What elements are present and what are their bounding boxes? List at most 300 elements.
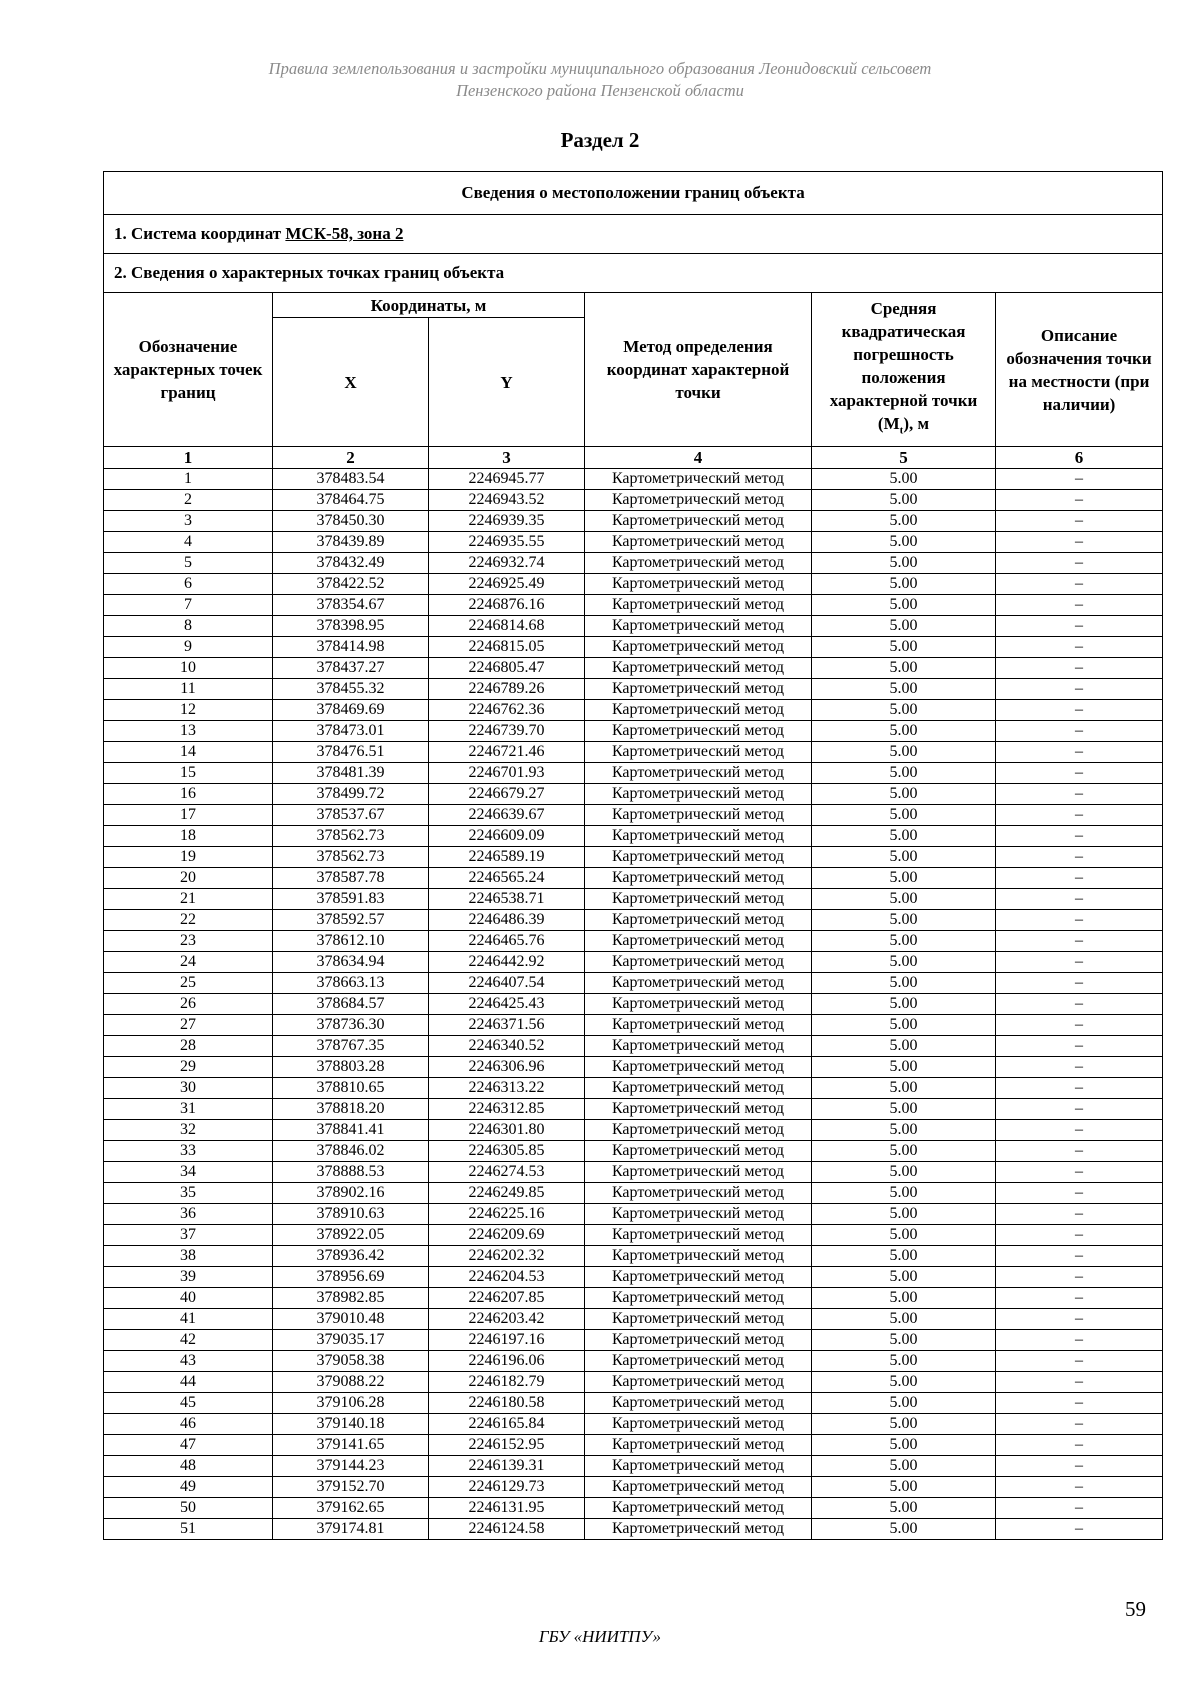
- description-cell: –: [996, 1246, 1163, 1267]
- y-cell: 2246301.80: [429, 1120, 585, 1141]
- section-title: Раздел 2: [560, 128, 640, 152]
- method-cell: Картометрический метод: [585, 1267, 812, 1288]
- method-cell: Картометрический метод: [585, 1036, 812, 1057]
- header-error-text: Средняя квадратическая погрешность положения характерной точки (M: [829, 299, 978, 433]
- description-cell: –: [996, 1204, 1163, 1225]
- y-cell: 2246124.58: [429, 1519, 585, 1540]
- error-cell: 5.00: [812, 574, 996, 595]
- table-row: [104, 784, 1163, 805]
- x-cell: 378455.32: [273, 679, 429, 700]
- description-cell: –: [996, 784, 1163, 805]
- x-cell: 378591.83: [273, 889, 429, 910]
- table-row: [104, 1351, 1163, 1372]
- point-id-cell: 37: [104, 1225, 273, 1246]
- point-id-cell: 46: [104, 1414, 273, 1435]
- error-cell: 5.00: [812, 910, 996, 931]
- description-cell: –: [996, 1330, 1163, 1351]
- error-cell: 5.00: [812, 1036, 996, 1057]
- y-cell: 2246209.69: [429, 1225, 585, 1246]
- error-cell: 5.00: [812, 889, 996, 910]
- point-id-cell: 14: [104, 742, 273, 763]
- y-cell: 2246425.43: [429, 994, 585, 1015]
- table-row: [104, 1036, 1163, 1057]
- point-id-cell: 1: [104, 469, 273, 490]
- x-cell: 378476.51: [273, 742, 429, 763]
- table-row: [104, 595, 1163, 616]
- point-id-cell: 20: [104, 868, 273, 889]
- x-cell: 378562.73: [273, 847, 429, 868]
- description-cell: –: [996, 1519, 1163, 1540]
- method-cell: Картометрический метод: [585, 1246, 812, 1267]
- error-cell: 5.00: [812, 595, 996, 616]
- y-cell: 2246139.31: [429, 1456, 585, 1477]
- error-cell: 5.00: [812, 742, 996, 763]
- method-cell: Картометрический метод: [585, 1183, 812, 1204]
- point-id-cell: 43: [104, 1351, 273, 1372]
- header-description: Описание обозначения точки на местности (при наличии): [996, 293, 1163, 447]
- point-id-cell: 4: [104, 532, 273, 553]
- y-cell: 2246340.52: [429, 1036, 585, 1057]
- y-cell: 2246762.36: [429, 700, 585, 721]
- footer-org: ГБУ «НИИТПУ»: [538, 1627, 662, 1646]
- error-cell: 5.00: [812, 1204, 996, 1225]
- table-row: [104, 1309, 1163, 1330]
- y-cell: 2246442.92: [429, 952, 585, 973]
- description-cell: –: [996, 700, 1163, 721]
- table-row: [104, 616, 1163, 637]
- x-cell: 378663.13: [273, 973, 429, 994]
- error-cell: 5.00: [812, 805, 996, 826]
- error-cell: 5.00: [812, 1015, 996, 1036]
- error-cell: 5.00: [812, 469, 996, 490]
- column-number: 1: [104, 447, 273, 469]
- y-cell: 2246207.85: [429, 1288, 585, 1309]
- description-cell: –: [996, 847, 1163, 868]
- description-cell: –: [996, 931, 1163, 952]
- table-row: [104, 490, 1163, 511]
- description-cell: –: [996, 490, 1163, 511]
- error-cell: 5.00: [812, 1225, 996, 1246]
- header-x: X: [273, 318, 429, 447]
- y-cell: 2246565.24: [429, 868, 585, 889]
- y-cell: 2246312.85: [429, 1099, 585, 1120]
- method-cell: Картометрический метод: [585, 1309, 812, 1330]
- table-row: [104, 763, 1163, 784]
- method-cell: Картометрический метод: [585, 1162, 812, 1183]
- method-cell: Картометрический метод: [585, 658, 812, 679]
- table-row: [104, 1330, 1163, 1351]
- table-row: [104, 1120, 1163, 1141]
- error-cell: 5.00: [812, 1414, 996, 1435]
- point-id-cell: 24: [104, 952, 273, 973]
- error-cell: 5.00: [812, 1309, 996, 1330]
- point-id-cell: 45: [104, 1393, 273, 1414]
- description-cell: –: [996, 1015, 1163, 1036]
- table-row: [104, 1141, 1163, 1162]
- x-cell: 378767.35: [273, 1036, 429, 1057]
- x-cell: 378481.39: [273, 763, 429, 784]
- point-id-cell: 9: [104, 637, 273, 658]
- page-number: 59: [1125, 1597, 1146, 1621]
- description-cell: –: [996, 889, 1163, 910]
- error-cell: 5.00: [812, 1246, 996, 1267]
- point-id-cell: 28: [104, 1036, 273, 1057]
- error-cell: 5.00: [812, 1267, 996, 1288]
- x-cell: 379106.28: [273, 1393, 429, 1414]
- x-cell: 379152.70: [273, 1477, 429, 1498]
- method-cell: Картометрический метод: [585, 763, 812, 784]
- x-cell: 378499.72: [273, 784, 429, 805]
- y-cell: 2246313.22: [429, 1078, 585, 1099]
- table-row: [104, 952, 1163, 973]
- table-row: [104, 1393, 1163, 1414]
- table-row: [104, 1498, 1163, 1519]
- description-cell: –: [996, 1225, 1163, 1246]
- point-id-cell: 33: [104, 1141, 273, 1162]
- description-cell: –: [996, 532, 1163, 553]
- table-row: [104, 1519, 1163, 1540]
- error-cell: 5.00: [812, 511, 996, 532]
- error-cell: 5.00: [812, 1078, 996, 1099]
- header-error-tail: ), м: [903, 414, 930, 433]
- point-id-cell: 13: [104, 721, 273, 742]
- y-cell: 2246371.56: [429, 1015, 585, 1036]
- description-cell: –: [996, 1288, 1163, 1309]
- method-cell: Картометрический метод: [585, 1330, 812, 1351]
- x-cell: 378398.95: [273, 616, 429, 637]
- point-id-cell: 15: [104, 763, 273, 784]
- description-cell: –: [996, 868, 1163, 889]
- description-cell: –: [996, 679, 1163, 700]
- method-cell: Картометрический метод: [585, 1414, 812, 1435]
- error-cell: 5.00: [812, 1330, 996, 1351]
- y-cell: 2246407.54: [429, 973, 585, 994]
- y-cell: 2246814.68: [429, 616, 585, 637]
- y-cell: 2246249.85: [429, 1183, 585, 1204]
- point-id-cell: 26: [104, 994, 273, 1015]
- x-cell: 378432.49: [273, 553, 429, 574]
- table-row: [104, 1267, 1163, 1288]
- table-row: [104, 1162, 1163, 1183]
- y-cell: 2246165.84: [429, 1414, 585, 1435]
- method-cell: Картометрический метод: [585, 994, 812, 1015]
- points-section-label: 2. Сведения о характерных точках границ объекта: [104, 254, 1163, 293]
- table-row: [104, 679, 1163, 700]
- method-cell: Картометрический метод: [585, 1057, 812, 1078]
- method-cell: Картометрический метод: [585, 469, 812, 490]
- description-cell: –: [996, 1372, 1163, 1393]
- table-row: [104, 1183, 1163, 1204]
- table-row: [104, 1225, 1163, 1246]
- point-id-cell: 36: [104, 1204, 273, 1225]
- y-cell: 2246925.49: [429, 574, 585, 595]
- table-row: [104, 1057, 1163, 1078]
- y-cell: 2246589.19: [429, 847, 585, 868]
- point-id-cell: 42: [104, 1330, 273, 1351]
- point-id-cell: 2: [104, 490, 273, 511]
- y-cell: 2246701.93: [429, 763, 585, 784]
- method-cell: Картометрический метод: [585, 1099, 812, 1120]
- point-id-cell: 29: [104, 1057, 273, 1078]
- table-row: [104, 1477, 1163, 1498]
- method-cell: Картометрический метод: [585, 511, 812, 532]
- x-cell: 378469.69: [273, 700, 429, 721]
- x-cell: 378439.89: [273, 532, 429, 553]
- error-cell: 5.00: [812, 637, 996, 658]
- point-id-cell: 48: [104, 1456, 273, 1477]
- x-cell: 378936.42: [273, 1246, 429, 1267]
- y-cell: 2246609.09: [429, 826, 585, 847]
- error-cell: 5.00: [812, 952, 996, 973]
- error-cell: 5.00: [812, 1120, 996, 1141]
- error-cell: 5.00: [812, 1393, 996, 1414]
- point-id-cell: 16: [104, 784, 273, 805]
- table-body: [104, 469, 1163, 1540]
- x-cell: 378437.27: [273, 658, 429, 679]
- point-id-cell: 22: [104, 910, 273, 931]
- x-cell: 378684.57: [273, 994, 429, 1015]
- x-cell: 378803.28: [273, 1057, 429, 1078]
- table-row: [104, 658, 1163, 679]
- method-cell: Картометрический метод: [585, 952, 812, 973]
- method-cell: Картометрический метод: [585, 1477, 812, 1498]
- error-cell: 5.00: [812, 994, 996, 1015]
- description-cell: –: [996, 511, 1163, 532]
- table-row: [104, 700, 1163, 721]
- error-cell: 5.00: [812, 1498, 996, 1519]
- header-y: Y: [429, 318, 585, 447]
- x-cell: 378483.54: [273, 469, 429, 490]
- table-row: [104, 532, 1163, 553]
- x-cell: 378450.30: [273, 511, 429, 532]
- method-cell: Картометрический метод: [585, 1372, 812, 1393]
- y-cell: 2246815.05: [429, 637, 585, 658]
- x-cell: 378562.73: [273, 826, 429, 847]
- y-cell: 2246204.53: [429, 1267, 585, 1288]
- x-cell: 379058.38: [273, 1351, 429, 1372]
- point-id-cell: 50: [104, 1498, 273, 1519]
- header-error: [812, 293, 996, 447]
- error-cell: 5.00: [812, 679, 996, 700]
- description-cell: –: [996, 658, 1163, 679]
- point-id-cell: 47: [104, 1435, 273, 1456]
- point-id-cell: 39: [104, 1267, 273, 1288]
- y-cell: 2246465.76: [429, 931, 585, 952]
- point-id-cell: 34: [104, 1162, 273, 1183]
- y-cell: 2246196.06: [429, 1351, 585, 1372]
- method-cell: Картометрический метод: [585, 1456, 812, 1477]
- y-cell: 2246305.85: [429, 1141, 585, 1162]
- x-cell: 379162.65: [273, 1498, 429, 1519]
- table-row: [104, 1372, 1163, 1393]
- error-cell: 5.00: [812, 1456, 996, 1477]
- header-error-sub: t: [899, 424, 904, 437]
- y-cell: 2246129.73: [429, 1477, 585, 1498]
- description-cell: –: [996, 1183, 1163, 1204]
- table-row: [104, 742, 1163, 763]
- description-cell: –: [996, 1141, 1163, 1162]
- x-cell: 378634.94: [273, 952, 429, 973]
- method-cell: Картометрический метод: [585, 532, 812, 553]
- table-row: [104, 1015, 1163, 1036]
- table-row: [104, 805, 1163, 826]
- error-cell: 5.00: [812, 1372, 996, 1393]
- method-cell: Картометрический метод: [585, 1435, 812, 1456]
- method-cell: Картометрический метод: [585, 931, 812, 952]
- coord-system-row: [104, 215, 1163, 254]
- y-cell: 2246203.42: [429, 1309, 585, 1330]
- error-cell: 5.00: [812, 1183, 996, 1204]
- error-cell: 5.00: [812, 1141, 996, 1162]
- error-cell: 5.00: [812, 1435, 996, 1456]
- table-row: [104, 721, 1163, 742]
- method-cell: Картометрический метод: [585, 700, 812, 721]
- x-cell: 378537.67: [273, 805, 429, 826]
- point-id-cell: 32: [104, 1120, 273, 1141]
- y-cell: 2246639.67: [429, 805, 585, 826]
- point-id-cell: 41: [104, 1309, 273, 1330]
- y-cell: 2246202.32: [429, 1246, 585, 1267]
- method-cell: Картометрический метод: [585, 1288, 812, 1309]
- description-cell: –: [996, 1351, 1163, 1372]
- point-id-cell: 8: [104, 616, 273, 637]
- point-id-cell: 40: [104, 1288, 273, 1309]
- y-cell: 2246932.74: [429, 553, 585, 574]
- x-cell: 378982.85: [273, 1288, 429, 1309]
- method-cell: Картометрический метод: [585, 616, 812, 637]
- description-cell: –: [996, 637, 1163, 658]
- description-cell: –: [996, 1120, 1163, 1141]
- point-id-cell: 3: [104, 511, 273, 532]
- x-cell: 379141.65: [273, 1435, 429, 1456]
- method-cell: Картометрический метод: [585, 1015, 812, 1036]
- method-cell: Картометрический метод: [585, 553, 812, 574]
- table-row: [104, 868, 1163, 889]
- point-id-cell: 17: [104, 805, 273, 826]
- description-cell: –: [996, 1162, 1163, 1183]
- description-cell: –: [996, 1057, 1163, 1078]
- error-cell: 5.00: [812, 700, 996, 721]
- point-id-cell: 49: [104, 1477, 273, 1498]
- error-cell: 5.00: [812, 1057, 996, 1078]
- y-cell: 2246486.39: [429, 910, 585, 931]
- y-cell: 2246538.71: [429, 889, 585, 910]
- table-row: [104, 1435, 1163, 1456]
- x-cell: 378956.69: [273, 1267, 429, 1288]
- method-cell: Картометрический метод: [585, 910, 812, 931]
- x-cell: 378587.78: [273, 868, 429, 889]
- x-cell: 379144.23: [273, 1456, 429, 1477]
- table-row: [104, 553, 1163, 574]
- description-cell: –: [996, 952, 1163, 973]
- method-cell: Картометрический метод: [585, 973, 812, 994]
- error-cell: 5.00: [812, 847, 996, 868]
- table-row: [104, 574, 1163, 595]
- point-id-cell: 12: [104, 700, 273, 721]
- description-cell: –: [996, 1309, 1163, 1330]
- point-id-cell: 19: [104, 847, 273, 868]
- column-numbers-row: [104, 447, 1163, 469]
- x-cell: 378422.52: [273, 574, 429, 595]
- y-cell: 2246739.70: [429, 721, 585, 742]
- point-id-cell: 6: [104, 574, 273, 595]
- table-row: [104, 847, 1163, 868]
- y-cell: 2246182.79: [429, 1372, 585, 1393]
- table-row: [104, 1414, 1163, 1435]
- error-cell: 5.00: [812, 532, 996, 553]
- description-cell: –: [996, 1435, 1163, 1456]
- method-cell: Картометрический метод: [585, 574, 812, 595]
- table-row: [104, 994, 1163, 1015]
- point-id-cell: 10: [104, 658, 273, 679]
- method-cell: Картометрический метод: [585, 721, 812, 742]
- method-cell: Картометрический метод: [585, 784, 812, 805]
- point-id-cell: 30: [104, 1078, 273, 1099]
- error-cell: 5.00: [812, 1477, 996, 1498]
- x-cell: 378846.02: [273, 1141, 429, 1162]
- description-cell: –: [996, 469, 1163, 490]
- boundary-points-table: [103, 171, 1163, 1540]
- column-number: 3: [429, 447, 585, 469]
- table-row: [104, 826, 1163, 847]
- method-cell: Картометрический метод: [585, 679, 812, 700]
- y-cell: 2246152.95: [429, 1435, 585, 1456]
- point-id-cell: 25: [104, 973, 273, 994]
- description-cell: –: [996, 1477, 1163, 1498]
- description-cell: –: [996, 994, 1163, 1015]
- y-cell: 2246876.16: [429, 595, 585, 616]
- method-cell: Картометрический метод: [585, 1351, 812, 1372]
- description-cell: –: [996, 973, 1163, 994]
- y-cell: 2246943.52: [429, 490, 585, 511]
- x-cell: 378922.05: [273, 1225, 429, 1246]
- x-cell: 379035.17: [273, 1330, 429, 1351]
- y-cell: 2246225.16: [429, 1204, 585, 1225]
- error-cell: 5.00: [812, 763, 996, 784]
- running-header: [0, 58, 1200, 102]
- point-id-cell: 5: [104, 553, 273, 574]
- table-row: [104, 1246, 1163, 1267]
- method-cell: Картометрический метод: [585, 868, 812, 889]
- x-cell: 378902.16: [273, 1183, 429, 1204]
- y-cell: 2246939.35: [429, 511, 585, 532]
- description-cell: –: [996, 616, 1163, 637]
- x-cell: 378612.10: [273, 931, 429, 952]
- point-id-cell: 38: [104, 1246, 273, 1267]
- x-cell: 379174.81: [273, 1519, 429, 1540]
- method-cell: Картометрический метод: [585, 742, 812, 763]
- error-cell: 5.00: [812, 1519, 996, 1540]
- point-id-cell: 35: [104, 1183, 273, 1204]
- error-cell: 5.00: [812, 868, 996, 889]
- method-cell: Картометрический метод: [585, 889, 812, 910]
- x-cell: 378592.57: [273, 910, 429, 931]
- x-cell: 378354.67: [273, 595, 429, 616]
- x-cell: 378810.65: [273, 1078, 429, 1099]
- error-cell: 5.00: [812, 553, 996, 574]
- error-cell: 5.00: [812, 1162, 996, 1183]
- description-cell: –: [996, 805, 1163, 826]
- point-id-cell: 31: [104, 1099, 273, 1120]
- error-cell: 5.00: [812, 931, 996, 952]
- point-id-cell: 11: [104, 679, 273, 700]
- method-cell: Картометрический метод: [585, 826, 812, 847]
- table-row: [104, 931, 1163, 952]
- column-number: 5: [812, 447, 996, 469]
- method-cell: Картометрический метод: [585, 847, 812, 868]
- x-cell: 378414.98: [273, 637, 429, 658]
- description-cell: –: [996, 1267, 1163, 1288]
